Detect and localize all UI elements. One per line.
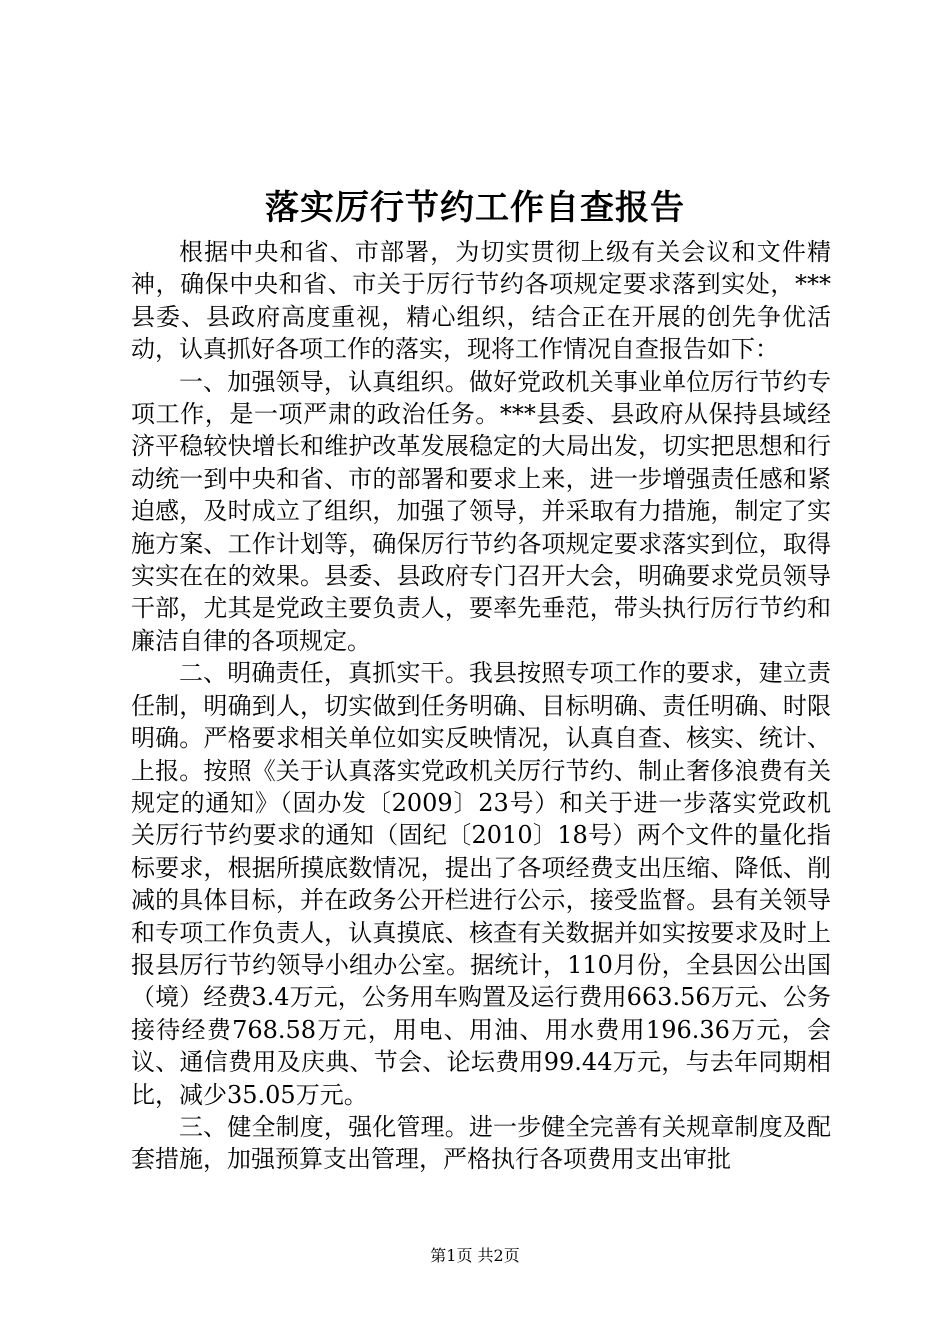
paragraph-intro: 根据中央和省、市部署，为切实贯彻上级有关会议和文件精神，确保中央和省、市关于厉行节约各项规定要求落到实处，***县委、县政府高度重视，精心组织，结合正在开展的创先争优活动，认真抓好各项工作的落实，现将工作情况自查报告如下： [131, 238, 831, 364]
document-title: 落实厉行节约工作自查报告 [265, 188, 685, 228]
paragraph-section-2: 二、明确责任，真抓实干。我县按照专项工作的要求，建立责任制，明确到人，切实做到任务明确、目标明确、责任明确、时限明确。严格要求相关单位如实反映情况，认真自查、核实、统计、上报。按照《关于认真落实党政机关厉行节约、制止奢侈浪费有关规定的通知》（固办发〔2009〕23号）和关于进一步落实党政机关厉行节约要求的通知（固纪〔2010〕18号）两个文件的量化指标要求，根据所摸底数情况，提出了各项经费支出压缩、降低、削减的具体目标，并在政务公开栏进行公示，接受监督。县有关领导和专项工作负责人，认真摸底、核查有关数据并如实按要求及时上报县厉行节约领导小组办公室。据统计，110月份，全县因公出国（境）经费3.4万元，公务用车购置及运行费用663.56万元、公务接待经费768.58万元，用电、用油、用水费用196.36万元，会议、通信费用及庆典、节会、论坛费用99.44万元，与去年同期相比，减少35.05万元。 [131, 659, 831, 1109]
page-number-footer: 第1页 共2页 [430, 1246, 520, 1265]
paragraph-section-3: 三、健全制度，强化管理。进一步健全完善有关规章制度及配套措施，加强预算支出管理，严格执行各项费用支出审批 [131, 1112, 831, 1174]
document-body [131, 236, 831, 1176]
paragraph-section-1: 一、加强领导，认真组织。做好党政机关事业单位厉行节约专项工作，是一项严肃的政治任务。***县委、县政府从保持县域经济平稳较快增长和维护改革发展稳定的大局出发，切实把思想和行动统一到中央和省、市的部署和要求上来，进一步增强责任感和紧迫感，及时成立了组织，加强了领导，并采取有力措施，制定了实施方案、工作计划等，确保厉行节约各项规定要求落实到位，取得实实在在的效果。县委、县政府专门召开大会，明确要求党员领导干部，尤其是党政主要负责人，要率先垂范，带头执行厉行节约和廉洁自律的各项规定。 [131, 367, 831, 655]
